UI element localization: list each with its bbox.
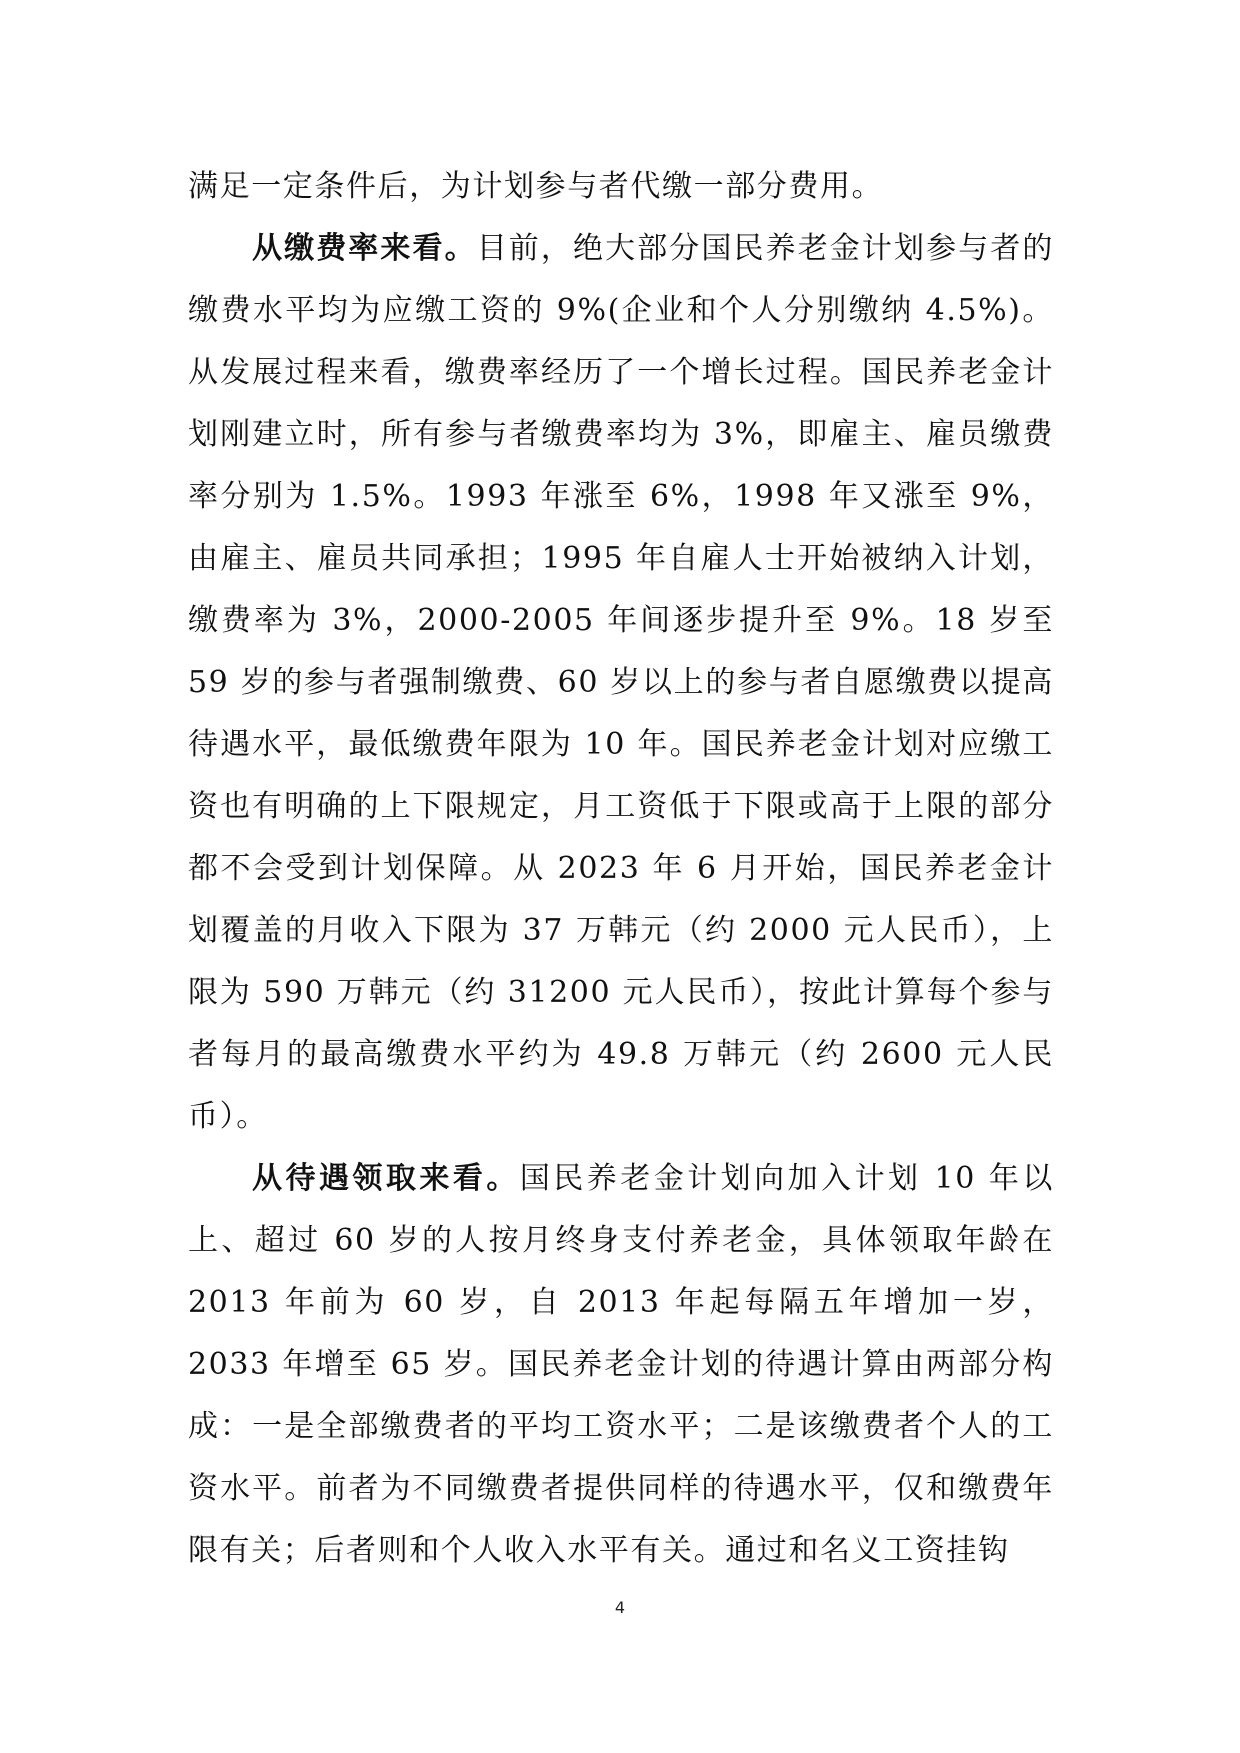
paragraph-heading: 从缴费率来看。 xyxy=(252,231,477,266)
paragraph-continuation xyxy=(188,156,1054,218)
paragraph-heading: 从待遇领取来看。 xyxy=(252,1161,520,1196)
paragraph-benefit-receipt xyxy=(188,1148,1054,1582)
paragraph-contribution-rate xyxy=(188,218,1054,1148)
paragraph-text: 满足一定条件后，为计划参与者代缴一部分费用。 xyxy=(188,169,884,204)
paragraph-text: 国民养老金计划向加入计划 10 年以上、超过 60 岁的人按月终身支付养老金，具体领取年龄在 2013 年前为 60 岁，自 2013 年起每隔五年增加一岁，2033 年增至 65 岁。国民养老金计划的待遇计算由两部分构成：一是全部缴费者的平均工资水平；二是该缴费者个人的工资水平。前者为不同缴费者提供同样的待遇水平，仅和缴费年限有关；后者则和个人收入水平有关。通过和名义工资挂钩 xyxy=(188,1161,1054,1568)
paragraph-text: 目前，绝大部分国民养老金计划参与者的缴费水平均为应缴工资的 9%(企业和个人分别缴纳 4.5%)。从发展过程来看，缴费率经历了一个增长过程。国民养老金计划刚建立时，所有参与者缴费率均为 3%，即雇主、雇员缴费率分别为 1.5%。1993 年涨至 6%，1998 年又涨至 9%，由雇主、雇员共同承担；1995 年自雇人士开始被纳入计划，缴费率为 3%，2000-2005 年间逐步提升至 9%。18 岁至 59 岁的参与者强制缴费、60 岁以上的参与者自愿缴费以提高待遇水平，最低缴费年限为 10 年。国民养老金计划对应缴工资也有明确的上下限规定，月工资低于下限或高于上限的部分都不会受到计划保障。从 2023 年 6 月开始，国民养老金计划覆盖的月收入下限为 37 万韩元（约 2000 元人民币），上限为 590 万韩元（约 31200 元人民币），按此计算每个参与者每月的最高缴费水平约为 49.8 万韩元（约 2600 元人民币）。 xyxy=(188,231,1054,1134)
page-number: 4 xyxy=(614,1598,626,1617)
body-text xyxy=(188,156,1054,1582)
